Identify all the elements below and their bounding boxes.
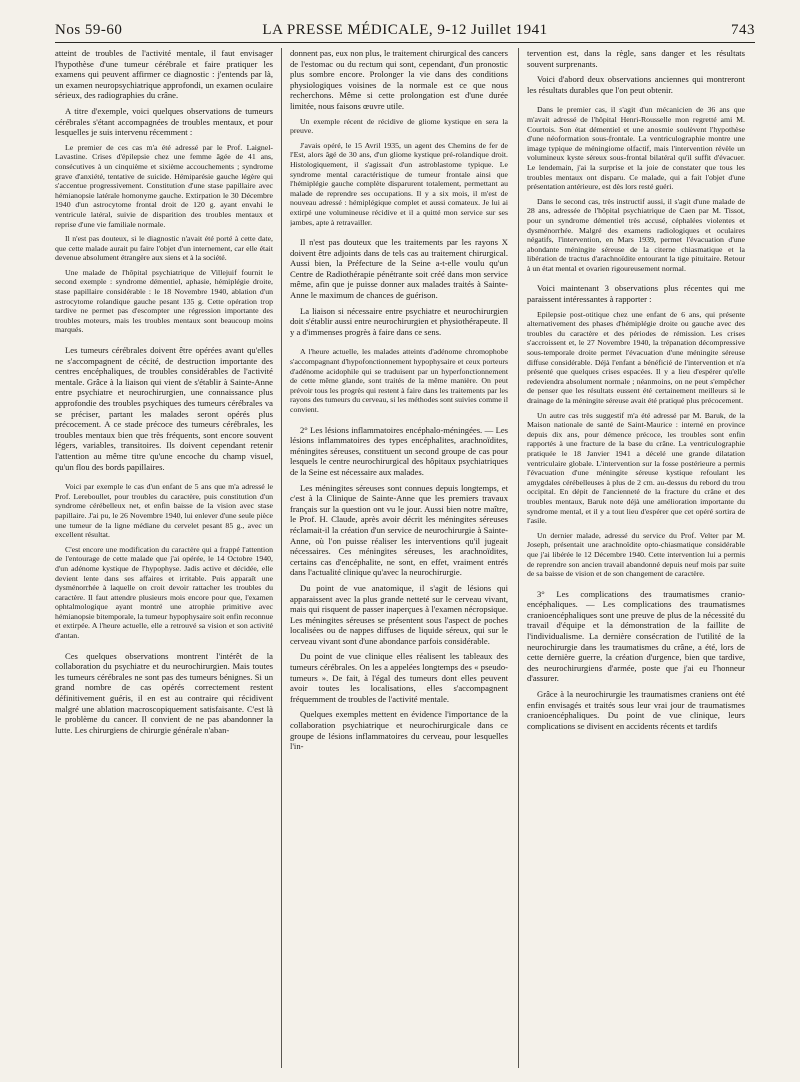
page-number: 743 xyxy=(731,22,755,38)
paragraph: A titre d'exemple, voici quelques observations de tumeurs cérébrales s'étant accompagnées de troubles mentaux, et pour lesquelles je suis intervenu récemment : xyxy=(55,105,273,138)
column-divider xyxy=(518,48,519,1068)
paragraph: tervention est, dans la règle, sans danger et les résultats souvent surprenants. xyxy=(527,48,745,69)
paragraph: Ces quelques observations montrent l'intérêt de la collaboration du psychiatre et du neurochirurgien. Mais toutes les tumeurs cérébrales ne sont pas des tumeurs bénignes. Si un grand nombre de cas opérés correctement restent définitivement guéris, il en est au contraire qui récidivent malgré une ablation macroscopiquement satisfaisante. C'est là le problème du cancer. Il convient de ne pas abandonner la lutte. Les chirurgiens de chirurgie générale n'aban- xyxy=(55,650,273,735)
paragraph: C'est encore une modification du caractère qui a frappé l'attention de l'entourage de cette malade que j'ai opérée, le 14 Octobre 1940, d'un adénome kystique de l'hypophyse. Jadis active et décidée, elle devient lente dans ses affaires et irritable. Puis apparaît une dysménorrhée à laquelle on croit devoir rattacher les troubles du caractère. Il faut attendre plusieurs mois encore pour que, l'examen ophtalmologique ayant montré une atrophie primitive avec hémianopsie bitemporale, la tumeur hypophysaire soit enfin reconnue et extirpée. A l'heure actuelle, elle a retrouvé sa vision et son activité d'antan. xyxy=(55,544,273,641)
paragraph: Une malade de l'hôpital psychiatrique de Villejuif fournit le second exemple : syndrome démentiel, aphasie, hémiplégie droite, stase papillaire considérable : le 18 Novembre 1940, ablation d'un astrocytome rolandique gauche pesant 135 g. Cette opération trop tardive ne permet pas d'escompter une régression importante des troubles moteurs, mais les troubles mentaux sont beaucoup moins marqués. xyxy=(55,267,273,335)
text-column-left xyxy=(55,48,273,1068)
paragraph: Du point de vue clinique elles réalisent les tableaux des tumeurs cérébrales. On les a appelées longtemps des « pseudo-tumeurs ». De fait, à l'égal des tumeurs dont elles peuvent avoir toutes les localisations, elles s'accompagnent fréquemment de troubles de l'activité mentale. xyxy=(290,651,508,704)
paragraph: donnent pas, eux non plus, le traitement chirurgical des cancers de l'estomac ou du rectum qui sont, cependant, d'un pronostic plus sombre encore. Prolonger la vie dans des conditions physiologiques voisines de la normale est ce que nous recherchons. Même si cette prolongation est d'une durée limitée, nous faisons œuvre utile. xyxy=(290,48,508,111)
paragraph: Dans le second cas, très instructif aussi, il s'agit d'une malade de 28 ans, adressée de l'hôpital psychiatrique de Caen par M. Tissot, pour un syndrome démentiel très accusé, céphalées violentes et dysménorrhée. Malgré des examens radiologiques et oculaires négatifs, l'intervention, en Mars 1939, permet l'évacuation d'une abondante méningite séreuse de la citerne chiasmatique et la libération de tractus d'arachnoïdite entourant la tige pituitaire. Retour à un état mental et ovarien rigoureusement normal. xyxy=(527,196,745,273)
paragraph: Il n'est pas douteux que les traitements par les rayons X doivent être adjoints dans de tels cas au traitement chirurgical. Aussi bien, la Préfecture de la Seine a-t-elle voulu qu'un Centre de Radiothérapie pénétrante soit créé dans mon service même, afin que je puisse donner aux malades traités à Sainte-Anne le maximum de chances de guérison. xyxy=(290,237,508,301)
paragraph: Un dernier malade, adressé du service du Prof. Velter par M. Joseph, présentait une arachnoïdite opto-chiasmatique considérable que j'ai libérée le 12 Décembre 1940. Cette intervention lui a permis de reprendre son ancien travail abandonné depuis neuf mois par suite de sa baisse de vision et de son changement de caractère. xyxy=(527,530,745,579)
paragraph: Voici par exemple le cas d'un enfant de 5 ans que m'a adressé le Prof. Lereboullet, pour troubles du caractère, puis constitution d'un syndrome cérébelleux net, et enfin baisse de la vision avec stase papillaire. J'ai pu, le 26 Novembre 1940, lui enlever d'une seule pièce une tumeur de la ligne médiane du cervelet pesant 85 g., avec un excellent résultat. xyxy=(55,482,273,540)
paragraph: Il n'est pas douteux, si le diagnostic n'avait été porté à cette date, que cette malade aurait pu faire l'objet d'un internement, car elle était devenue absolument étrangère aux siens et à la société. xyxy=(55,234,273,263)
paragraph: Les méningites séreuses sont connues depuis longtemps, et c'est à la Clinique de Sainte-Anne que les premiers travaux français sur la question ont vu le jour. Aussi bien notre maître, le Prof. H. Claude, après avoir décrit les méningites séreuses réclamait-il la création d'un service de neurochirurgie à Sainte-Anne, où l'on puisse réaliser les interventions qu'il jugeait nécessaires. Ces méningites séreuses, les arachnoïdites, certains cas d'encéphalite, ne sont, en effet, vraiment entrés dans l'actualité clinique qu'avec la neurochirurgie. xyxy=(290,482,508,578)
paragraph: Epilepsie post-otitique chez une enfant de 6 ans, qui présente alternativement des phases d'hémiplégie droite ou gauche avec des troubles du caractère et des périodes de rémission. Les crises s'accroissent et, le 27 Novembre 1940, la trépanation décompressive sous-temporale droite permet l'évacuation d'une méningite séreuse diffuse considérable. Déjà l'enfant a bénéficié de l'intervention et n'a présenté que quelques crises espacées. Il y a lieu d'espérer qu'elle redeviendra absolument normale ; néanmoins, on ne peut s'empêcher de penser que les résultats eussent été certainement meilleurs si le drainage de la méningite séreuse avait été pratiqué plus précocement. xyxy=(527,309,745,405)
paragraph: 2° Les lésions inflammatoires encéphalo-méningées. — Les lésions inflammatoires des types encéphalites, arachnoïdites, méningites séreuses, constituent un second groupe de cas pour lesquels le centre neurochirurgical des hôpitaux psychiatriques de la Seine est nécessaire aux malades. xyxy=(290,424,508,477)
paragraph: Les tumeurs cérébrales doivent être opérées avant qu'elles ne s'accompagnent de cécité, de destruction importante des centres encéphaliques, de troubles considérables de l'activité mentale. Grâce à la liaison qui vient de s'établir à Sainte-Anne entre psychiatre et neurochirurgien, une connaissance plus approfondie des troubles psychiques des tumeurs cérébrales va se préciser, partant les malades seront opérés plus précocement. A ce stade précoce des tumeurs cérébrales, les troubles mentaux bien que très fréquents, sont encore souvent légers, variables, transitoires. Ils doivent cependant retenir l'attention au même titre qu'une encoche du champ visuel, qu'un flou des bords papillaires. xyxy=(55,345,273,472)
paragraph: Un autre cas très suggestif m'a été adressé par M. Baruk, de la Maison nationale de santé de Saint-Maurice : interné en province depuis dix ans, pour démence précoce, les troubles sont enfin rapportés à une fracture de la base du crâne. La ventriculographie pratiquée le 18 Janvier 1941 a décelé une grande dilatation ventriculaire globale. L'intervention sur la fosse postérieure a permis l'évacuation d'une méningite séreuse kystique refoulant les amygdales cérébelleuses à plus de 2 cm. au-dessus du rebord du trou occipital. En dépit de l'ancienneté de la fracture du crâne et des troubles mentaux, Baruk note déjà une amélioration importante du syndrome mental, et il y a tout lieu d'espérer que cet opéré sortira de l'asile. xyxy=(527,410,745,526)
journal-title: LA PRESSE MÉDICALE, 9-12 Juillet 1941 xyxy=(262,22,548,38)
paragraph: Dans le premier cas, il s'agit d'un mécanicien de 36 ans que m'avait adressé de l'hôpital Henri-Rousselle mon regretté ami M. Courtois. Son état démentiel et une anosmie soulèvent l'hypothèse d'une néoformation sous-frontale. La ventriculographie montre une image typique de méningiome olfactif, mais l'intervention révèle un volumineux kyste séreux sous-frontal bilatéral qu'il suffit d'évacuer. Le lendemain, j'ai la surprise et la joie de constater que tous les troubles mentaux ont disparu. Ce malade, qui a fait l'objet d'une présentation antérieure, est dès lors resté guéri. xyxy=(527,105,745,192)
paragraph: A l'heure actuelle, les malades atteints d'adénome chromophobe s'accompagnant d'hypofonctionnement hypophysaire et ceux porteurs d'adénome acidophile qui se traduisent par un hyperfonctionnement de cette même glande, sont traités de la même manière. On peut prévoir tous les progrès qui restent à faire dans les traitements par les rayons des tumeurs du cerveau, si les méthodes sont suivies comme il convient. xyxy=(290,347,508,414)
column-divider xyxy=(281,48,282,1068)
paragraph: Grâce à la neurochirurgie les traumatismes craniens ont été enfin envisagés et traités sous leur vrai jour de traumatismes cranioencéphaliques. Du point de vue clinique, leurs complications se divisent en accidents récents et tardifs xyxy=(527,689,745,731)
paragraph: Le premier de ces cas m'a été adressé par le Prof. Laignel-Lavastine. Crises d'épilepsie chez une femme âgée de 41 ans, consécutives à un cinquième et sixième accouchements ; syndrome grave d'anxiété, tentative de suicide. Hémiparésie gauche légère qui s'accentue progressivement. Constitution d'une stase papillaire avec hémianopsie latérale homonyme gauche. Extirpation le 30 Décembre 1940 d'un astrocytome frontal droit de 120 g. ayant envahi le ventricule latéral, suivie de disparition des troubles mentaux et reprise d'une vie familiale normale. xyxy=(55,142,273,229)
page-header xyxy=(55,20,755,43)
paragraph: atteint de troubles de l'activité mentale, il faut envisager l'hypothèse d'une tumeur cérébrale et faire pratiquer les examens qui peuvent affirmer ce diagnostic : j'entends par là, un examen neuropsychiatrique approfondi, un examen oculaire sérieux, des radiographies du crâne. xyxy=(55,48,273,101)
paragraph: Quelques exemples mettent en évidence l'importance de la collaboration psychiatrique et neurochirurgicale dans ce groupe de lésions inflammatoires du cerveau, pour lesquelles l'in- xyxy=(290,709,508,752)
issue-number: Nos 59-60 xyxy=(55,22,123,38)
paragraph: La liaison si nécessaire entre psychiatre et neurochirurgien doit s'établir aussi entre neurochirurgien et physiothérapeute. Il y a d'immenses progrès à faire dans ce sens. xyxy=(290,305,508,337)
paragraph: J'avais opéré, le 15 Avril 1935, un agent des Chemins de fer de l'Est, alors âgé de 30 ans, d'un gliome kystique pré-rolandique droit. Histologiquement, il s'agissait d'un astroblastome typique. Le syndrome mental caractéristique de tumeur frontale ainsi que l'hémiplégie gauche complète disparurent totalement, permettant au malade de reprendre ses occupations. Il y a six mois, il m'est de nouveau adressé : hémiplégique complet et aussi comateux. Je lui ai extirpé une volumineuse récidive et il a quitté mon service sur ses jambes, apte à retravailler. xyxy=(290,140,508,227)
text-column-right xyxy=(527,48,745,1068)
paragraph: Un exemple récent de récidive de gliome kystique en sera la preuve. xyxy=(290,116,508,136)
paragraph: Voici maintenant 3 observations plus récentes qui me paraissent intéressantes à rapporter : xyxy=(527,283,745,305)
paragraph: Voici d'abord deux observations anciennes qui montreront les résultats durables que l'on peut obtenir. xyxy=(527,74,745,95)
text-column-middle xyxy=(290,48,508,1068)
paragraph: Du point de vue anatomique, il s'agit de lésions qui apparaissent avec la plus grande netteté sur le cerveau vivant, mais qui risquent de passer inaperçues à l'examen nécropsique. Les méningites séreuses se présentent sous l'aspect de poches localisées ou de nappes diffuses de liquide séreux, qui sur le cerveau vivant sont d'une abondance parfois considérable. xyxy=(290,582,508,646)
paragraph: 3° Les complications des traumatismes cranio-encéphaliques. — Les complications des traumatismes cranioencéphaliques sont une preuve de plus de la nécessité du travail d'équipe et la démonstration de la faillite de l'individualisme. La dernière consécration de l'utilité de la neurochirurgie dans les traumatismes du crâne, a été, lors de cette dernière guerre, la création d'urgence, bien que tardive, des neurochirurgiens d'armée, poste que j'ai eu l'honneur d'assurer. xyxy=(527,588,745,684)
